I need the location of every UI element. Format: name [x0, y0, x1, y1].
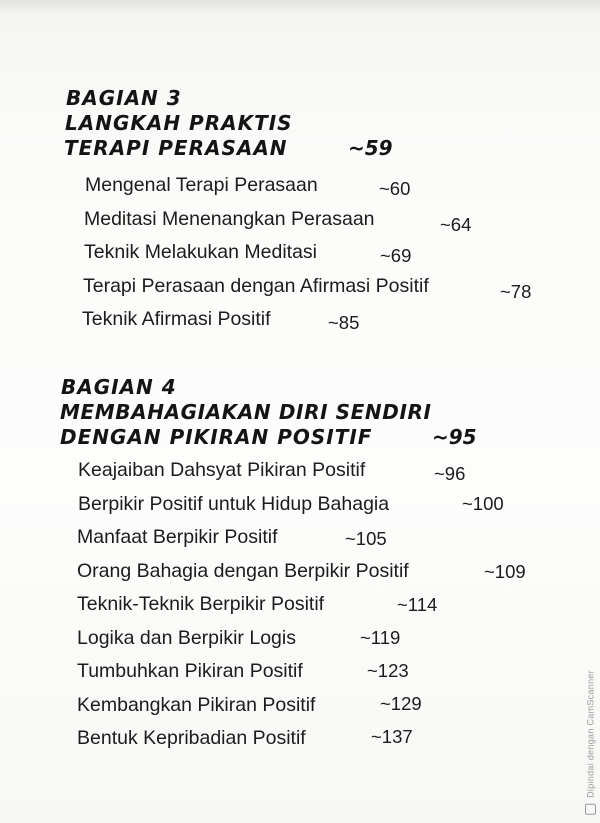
section-heading-line: LANGKAH PRAKTIS — [65, 111, 293, 135]
toc-entry-page: ~123 — [367, 660, 409, 681]
toc-entry-title: Mengenal Terapi Perasaan — [85, 174, 318, 196]
section-heading-line: MEMBAHAGIAKAN DIRI SENDIRI — [60, 400, 432, 424]
toc-entry-title: Teknik-Teknik Berpikir Positif — [77, 593, 325, 615]
section-heading-title: DENGAN PIKIRAN POSITIF — [60, 425, 373, 449]
toc-entry-page: ~105 — [345, 528, 387, 549]
toc-entry — [78, 488, 600, 522]
scanner-watermark-text: Dipindai dengan CamScanner — [585, 670, 596, 799]
section-heading-line — [60, 425, 600, 450]
toc-entry — [77, 689, 600, 723]
toc-entry-title: Manfaat Berpikir Positif — [77, 526, 278, 548]
toc-entry — [85, 169, 600, 203]
toc-entry — [77, 588, 600, 622]
section-heading-page: ~95 — [432, 425, 477, 449]
toc-entry-page: ~64 — [440, 213, 472, 235]
section-bagian-4 — [0, 375, 600, 756]
toc-entry-page: ~129 — [380, 692, 422, 714]
toc-entry-page: ~119 — [360, 626, 401, 648]
toc-entry-page: ~69 — [380, 245, 412, 266]
toc-entry-page: ~137 — [371, 726, 413, 747]
toc-entry-page: ~60 — [379, 178, 411, 199]
toc-entry — [83, 270, 600, 304]
toc-entry — [84, 203, 600, 237]
toc-entry-title: Orang Bahagia dengan Berpikir Positif — [77, 559, 409, 582]
toc-entry-title: Teknik Afirmasi Positif — [82, 308, 271, 330]
toc-entry — [77, 655, 600, 689]
toc-entry-title: Meditasi Menenangkan Perasaan — [84, 207, 375, 230]
scanner-watermark — [585, 670, 596, 815]
scan-shadow — [0, 0, 600, 14]
toc-entry-page: ~78 — [500, 280, 532, 302]
toc-entries — [0, 169, 600, 337]
camscanner-icon — [585, 804, 596, 815]
toc-entry-title: Tumbuhkan Pikiran Positif — [77, 660, 303, 682]
toc-entry-page: ~109 — [484, 560, 526, 582]
toc-entries — [0, 454, 600, 756]
toc-entry-page: ~85 — [328, 312, 360, 333]
toc-entry — [82, 303, 600, 337]
toc-entry-title: Logika dan Berpikir Logis — [77, 626, 296, 649]
section-heading-line: BAGIAN 3 — [66, 86, 182, 110]
toc-entry — [77, 622, 600, 656]
section-heading-line — [64, 136, 600, 161]
toc-entry-title: Teknik Melakukan Meditasi — [84, 241, 318, 263]
toc-entry-page: ~100 — [462, 492, 504, 514]
section-heading-line: BAGIAN 4 — [61, 375, 177, 399]
toc-entry — [77, 555, 600, 589]
toc-entry-title: Berpikir Positif untuk Hidup Bahagia — [78, 492, 390, 515]
toc-entry-title: Terapi Perasaan dengan Afirmasi Positif — [83, 274, 429, 297]
section-heading-page: ~59 — [348, 136, 393, 160]
toc-entry-title: Kembangkan Pikiran Positif — [77, 693, 316, 716]
toc-entry — [78, 454, 600, 488]
toc-entry-title: Keajaiban Dahsyat Pikiran Positif — [78, 459, 366, 481]
section-bagian-3 — [0, 86, 600, 337]
toc-entry-page: ~96 — [434, 463, 466, 484]
toc-entry — [77, 722, 600, 756]
toc-entry — [84, 236, 600, 270]
section-heading-title: TERAPI PERASAAN — [64, 136, 288, 160]
toc-entry-page: ~114 — [397, 594, 438, 615]
toc-entry-title: Bentuk Kepribadian Positif — [77, 727, 306, 749]
toc-entry — [77, 521, 600, 555]
